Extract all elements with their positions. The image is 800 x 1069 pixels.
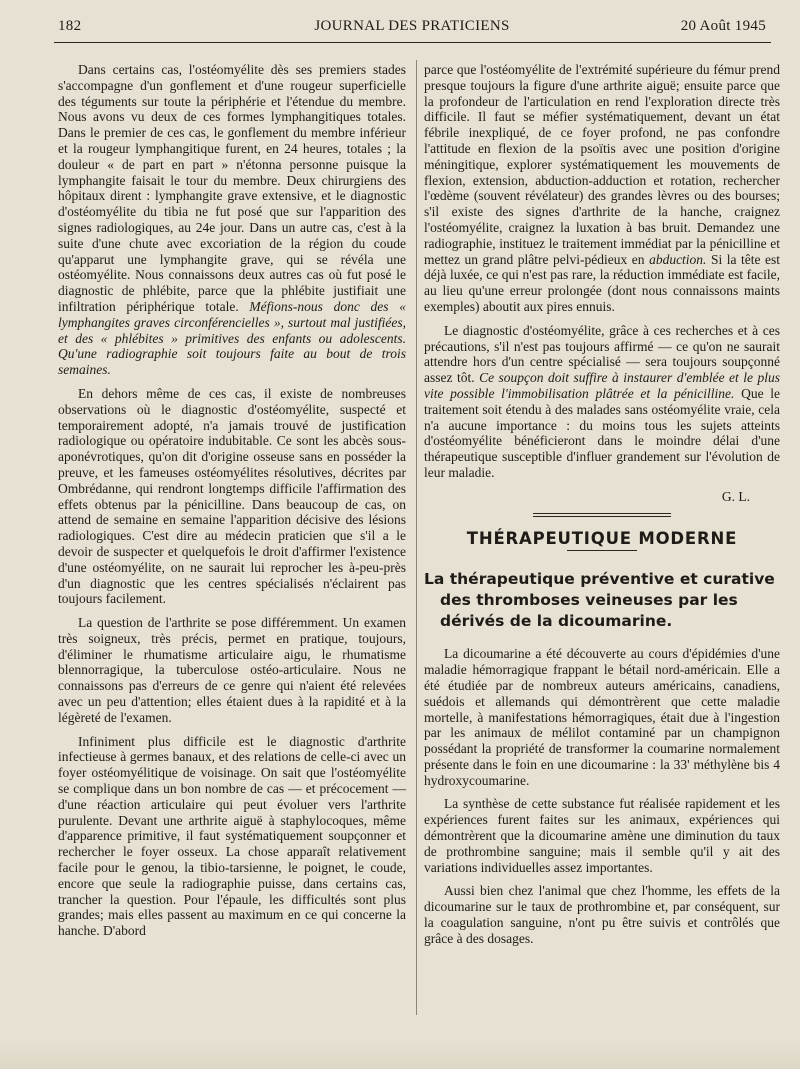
italic-text: abduction. [649, 251, 707, 267]
section-ornament [533, 513, 671, 517]
paragraph [58, 62, 406, 378]
italic-text: Méfions-nous donc des « lymphangites graves circonférencielles », surtout mal justifiées, et des « phlébites » primitives des enfants ou adolescents. Qu'une radiographie soit toujours faite au bout de trois semaines. [58, 298, 406, 378]
paragraph: La dicoumarine a été découverte au cours d'épidémies d'une maladie hémorragique frappant le bétail nord-américain. Elle a été étudiée par de nombreux auteurs américains, canadiens, suédois et allemands qui démontrèrent que cette maladie mortelle, à manifestations hémorragiques, était due à l'ingestion par les animaux de mélilot contaminé par un champignon possédant la propriété de transformer la coumarine normalement présente dans le foin en une dicoumarine : la 33' méthylène bis 4 hydroxycoumarine. [424, 646, 780, 788]
page-header [58, 16, 766, 40]
author-signature: G. L. [721, 488, 750, 504]
paragraph-text: Que le traitement soit étendu à des malades sans ostéomyélite vraie, cela n'a aucune importance : du moins tous les sujets atteints d'ostéomyélite bénéficieront dans le moindre délai d'une thérapeutique susceptible d'influer grandement sur l'évolution de leur maladie. [424, 385, 781, 480]
italic-text: Ce soupçon doit suffire à instaurer d'emblée et le plus vite possible l'immobilisation plâtrée et la pénicilline. [424, 370, 780, 401]
page-bottom-edge [0, 1039, 800, 1069]
paragraph: En dehors même de ces cas, il existe de nombreuses observations où le diagnostic d'ostéomyélite, suspecté et temporairement adopté, n'a jamais trouvé de justification radiologique ou opératoire indubitable. Ce sont les abcès sous-aponévrotiques, qu'on dit d'origine osseuse sans en posséder la preuve, et les fameuses ostéomyélites résolutives, décrites par Ombrédanne, qui rendront longtemps difficile l'affirmation des effets obtenus par la pénicilline. Dans beaucoup de cas, on attend de semaine en semaine l'apparition décisive des lésions radiologiques. C'est dire au médecin praticien que s'il a le devoir de suspecter et quelquefois le droit d'affirmer l'existence d'une ostéomyélite, on ne saurait lui reprocher les à-peu-près d'un diagnostic que les centres spécialisés n'éclairent pas toujours facilement. [58, 385, 406, 607]
page-number: 182 [58, 18, 82, 34]
paragraph: Infiniment plus difficile est le diagnostic d'arthrite infectieuse à germes banaux, et des relations de celle-ci avec un foyer ostéomyélitique de voisinage. On sait que l'ostéomyélite se complique dans un bon nombre de cas — et précocement — d'une réaction articulaire qui peut évoluer vers l'arthrite purulente. Devant une arthrite aiguë à staphylocoques, même d'apparence primitive, il faut systématiquement soupçonner et rechercher le foyer osseux. La chose apparaît relativement facile pour le genou, la tibio-tarsienne, le poignet, le coude, encore que seule la radiographie puisse, dans certains cas, trancher la question. Pour l'épaule, les difficultés sont plus grandes; mais elles passent au maximum en ce qui concerne la hanche. D'abord [58, 733, 406, 939]
paragraph: La question de l'arthrite se pose différemment. Un examen très soigneux, très précis, permet en pratique, toujours, d'éliminer le rhumatisme articulaire aigu, le rhumatisme blennorragique, la tuberculose ostéo-articulaire. Nous ne connaissons pas d'erreurs de ce genre qui n'aient été relevées avec un peu d'attention; elles étaient dues à la rapidité et à la légèreté de l'examen. [58, 615, 406, 725]
issue-date: 20 Août 1945 [680, 18, 766, 34]
paragraph: La synthèse de cette substance fut réalisée rapidement et les expériences furent faites sur les animaux, expériences qui démontrèrent que la dicoumarine amène une diminution du taux de prothrombine sanguine; mais il semble qu'il y ait des variations individuelles assez importantes. [424, 796, 780, 875]
paragraph-text: Le diagnostic d'ostéomyélite, grâce à ces recherches et à ces précautions, s'il n'est pas toujours affirmé — ce qu'on ne saurait attendre hors d'un centre spécialisé — sera toujours soupçonné assez tôt. [424, 322, 780, 386]
paragraph [424, 323, 780, 481]
paragraph: Aussi bien chez l'animal que chez l'homme, les effets de la dicoumarine sur le taux de prothrombine et, par conséquent, sur la coagulation sanguine, n'ont pu être suivis et contrôlés que grâce à des dosages. [424, 883, 780, 946]
paragraph-text: Dans certains cas, l'ostéomyélite dès ses premiers stades s'accompagne d'un gonflement et d'une rougeur superficielle des téguments sur toute la périphérie et l'étendue du membre. Nous avons vu deux de ces formes lymphangitiques totales. Dans le premier de ces cas, le gonflement du membre inférieur et la rougeur lymphangitique furent, en 24 heures, totales ; la douleur « de part en part » n'étonna personne puisque la lymphangite faisait le tour du membre. Deux chirurgiens des hôpitaux dirent : lymphangite grave extensive, et le diagnostic d'ostéomyélite du tibia ne fut posé que sur l'apparition des signes radiologiques, au 24e jour. Dans un autre cas, c'est à la suite d'une chute avec excoriation de la région du coude qu'apparut une lymphangite grave, qui se révéla une ostéomyélite. Nous connaissons deux autres cas où fut posé le diagnostic de phlébite, parce que la phlébite justifiait une infiltration périphérique totale. [58, 62, 406, 314]
paragraph [424, 62, 780, 315]
section-title: THÉRAPEUTIQUE MODERNE [466, 528, 738, 548]
section-rule [567, 550, 637, 551]
header-rule [54, 42, 771, 43]
right-column [424, 62, 780, 955]
paragraph-text: Si la tête est déjà luxée, ce qui n'est pas rare, la réduction immédiate est facile, au lieu qu'une erreur prolongée (dont nous connaissons maints exemples) aboutit aux pires ennuis. [424, 251, 781, 314]
journal-title: JOURNAL DES PRATICIENS [314, 18, 510, 34]
paragraph-text: parce que l'ostéomyélite de l'extrémité supérieure du fémur prend presque toujours la figure d'une arthrite aiguë; ensuite parce que la profondeur de l'articulation en rend l'exploration directe très difficile. Il faut se méfier systématiquement, devant un état fébrile inexpliqué, de ce foyer profond, ne pas confondre l'attitude en flexion de la psoïtis avec une position d'origine méningitique, explorer systématiquement les mouvements de flexion, extension, abduction-adduction et rotation, rechercher l'œdème (souvent révélateur) des grandes lèvres ou des bourses; s'il existe des signes d'arthrite de la hanche, craignez l'ostéomyélite, craignez la luxation à bas bruit. Demandez une radiographie, instituez le traitement immédiat par la pénicilline et mettez un grand plâtre pelvi-pédieux en [424, 62, 780, 267]
column-divider [416, 60, 417, 1015]
left-column [58, 62, 406, 947]
article-title: La thérapeutique préventive et curative des thromboses veineuses par les dérivés de la dicoumarine. [424, 570, 775, 631]
